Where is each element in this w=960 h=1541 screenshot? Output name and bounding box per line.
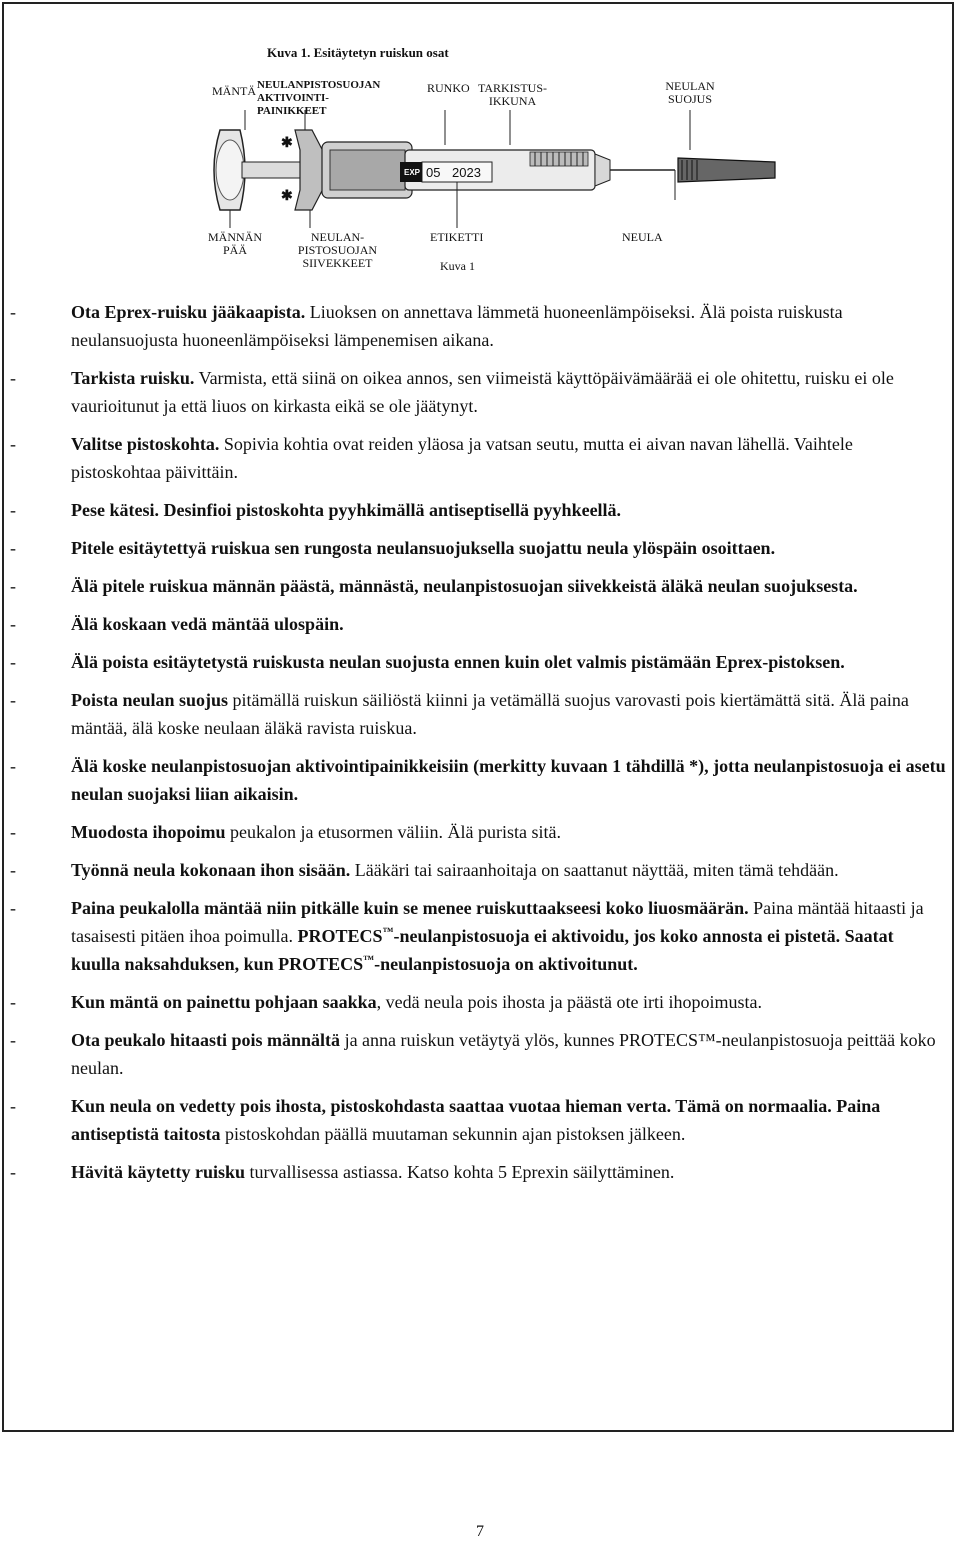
needle-cover [678, 158, 775, 182]
list-item: - Pese kätesi. Desinfioi pistoskohta pyyhkimällä antiseptisellä pyyhkeellä. [10, 500, 622, 520]
list-item-press-plunger: - Paina peukalolla mäntää niin pitkälle kuin se menee ruiskuttaakseesi koko liuosmäärän. Paina mäntää hitaasti ja tasaisesti pitäen ihoa poimulla. PROTECS™-neulanpistosuoja ei aktivoidu, jos koko annosta ei pistetä. Saatat kuulla naksahduksen, kun PROTECS™-neulanpistosuoja on aktivoitunut. [10, 898, 924, 974]
exp-tag: EXP [403, 168, 420, 177]
list-item: - Tarkista ruisku. Varmista, että siinä on oikea annos, sen viimeistä käyttöpäivämäärää ei ole ohitettu, ruisku ei ole vaurioitunut ja että liuos on kirkasta eikä se ole jäätynyt. [10, 368, 894, 416]
list-item: - Kun mäntä on painettu pohjaan saakka, vedä neula pois ihosta ja päästä ote irti ihopoimusta. [10, 992, 763, 1012]
list-item: - Ota Eprex-ruisku jääkaapista. Liuoksen on annettava lämmetä huoneenlämpöiseksi. Älä poista ruiskusta neulansuojusta huoneenlämpöiseksi lämpenemisen aikana. [10, 302, 843, 350]
check-window [530, 152, 588, 166]
syringe-illustration [200, 110, 790, 230]
list-item: - Kun neula on vedetty pois ihosta, pistoskohdasta saattaa vuotaa hieman verta. Tämä on normaalia. Paina antiseptistä taitosta pistoskohdan päällä muutaman sekunnin ajan pistoksen jälkeen. [10, 1096, 881, 1144]
label-body: RUNKO [427, 81, 470, 95]
label-window: TARKISTUS-IKKUNA [477, 81, 548, 108]
list-item: - Poista neulan suojus pitämällä ruiskun säiliöstä kiinni ja vetämällä suojus varovasti pois kiertämättä sitä. Älä paina mäntää, älä koske neulaan äläkä ravista ruiskua. [10, 690, 909, 738]
label-wings: NEULAN-PISTOSUOJAN SIIVEKKEET [297, 230, 378, 270]
label-needle: NEULA [622, 230, 663, 244]
label-label: ETIKETTI [430, 230, 484, 244]
list-item: - Hävitä käytetty ruisku turvallisessa astiassa. Katso kohta 5 Eprexin säilyttäminen. [10, 1162, 675, 1182]
list-item: - Muodosta ihopoimu peukalon ja etusormen väliin. Älä purista sitä. [10, 822, 561, 842]
list-item: - Pitele esitäytettyä ruiskua sen rungosta neulansuojuksella suojattu neula ylöspäin osoittaen. [10, 538, 776, 558]
list-item: - Valitse pistoskohta. Sopivia kohtia ovat reiden yläosa ja vatsan seutu, mutta ei aivan navan lähellä. Vaihtele pistoskohtaa päivittäin. [10, 434, 853, 482]
plunger-head-face [216, 140, 244, 200]
label-plunger: MÄNTÄ [212, 84, 256, 98]
star-top: ✱ [281, 136, 293, 151]
exp-year: 2023 [452, 165, 481, 180]
list-item: - Ota peukalo hitaasti pois männältä ja anna ruiskun vetäytyä ylös, kunnes PROTECS™-neulanpistosuoja peittää koko neulan. [10, 1030, 936, 1078]
list-item: - Älä pitele ruiskua männän päästä, männästä, neulanpistosuojan siivekkeistä äläkä neulan suojuksesta. [10, 576, 858, 596]
figure-title: Kuva 1. Esitäytetyn ruiskun osat [267, 45, 449, 60]
star-bottom: ✱ [281, 189, 293, 204]
needle-guard-wings [295, 130, 325, 210]
page-number: 7 [476, 1523, 484, 1540]
exp-month: 05 [426, 165, 441, 180]
list-item: - Älä koskaan vedä mäntää ulospäin. [10, 614, 344, 634]
needle-guard-inner [330, 150, 405, 190]
label-plunger-head: MÄNNÄN PÄÄ [208, 230, 262, 257]
syringe-nose [595, 154, 610, 186]
list-item: - Älä koske neulanpistosuojan aktivointipainikkeisiin (merkitty kuvaan 1 tähdillä *), jotta neulanpistosuoja ei asetu neulan suojaksi liian aikaisin. [10, 756, 946, 804]
label-activation: NEULANPISTOSUOJAN AKTIVOINTI-PAINIKKEET [257, 79, 381, 117]
figure-caption: Kuva 1 [440, 259, 475, 273]
label-needle-cover: NEULAN SUOJUS [665, 79, 715, 106]
list-item: - Työnnä neula kokonaan ihon sisään. Lääkäri tai sairaanhoitaja on saattanut näyttää, miten tämä tehdään. [10, 860, 839, 880]
list-item: - Älä poista esitäytetystä ruiskusta neulan suojusta ennen kuin olet valmis pistämään Eprex-pistoksen. [10, 652, 845, 672]
instruction-list [10, 298, 946, 1196]
